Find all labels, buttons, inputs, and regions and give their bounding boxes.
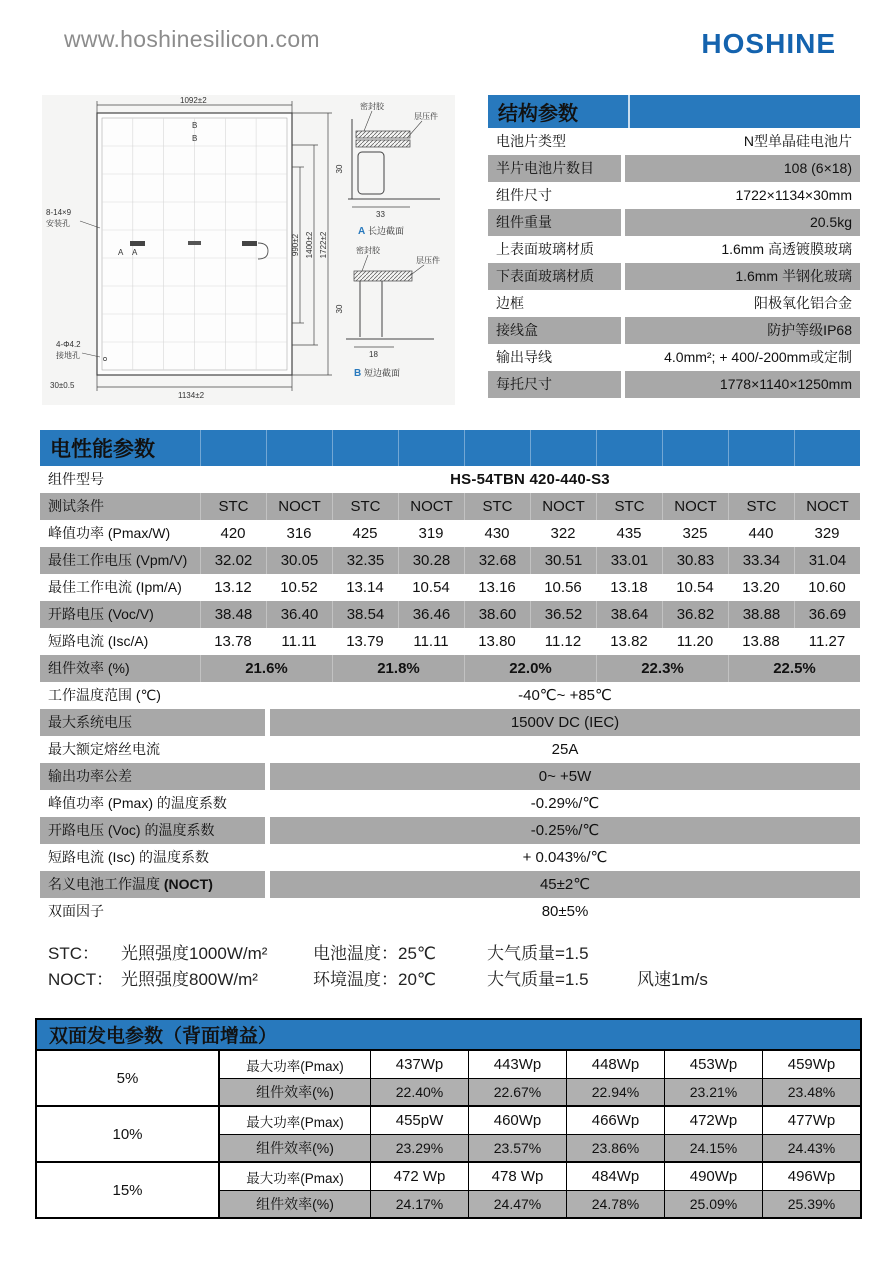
value-cell: 22.3% xyxy=(596,655,728,682)
table-row xyxy=(40,736,860,763)
row-value: 80±5% xyxy=(541,903,589,920)
note-irradiance: 光照强度1000W/m² xyxy=(121,944,268,963)
row-label: 接线盒 xyxy=(488,317,621,344)
table-row xyxy=(40,574,860,601)
table-row xyxy=(220,1190,860,1217)
value-cell: 38.54 xyxy=(332,601,398,628)
module-model-value: HS-54TBN 420-440-S3 xyxy=(450,471,610,488)
value-cell: 23.57% xyxy=(468,1135,566,1161)
row-label: 短路电流 (Isc) 的温度系数 xyxy=(48,849,209,865)
table-row xyxy=(40,844,860,871)
dim-width-label: 1134±2 xyxy=(178,391,205,400)
value-cell: 440 xyxy=(748,525,774,542)
value-cells xyxy=(200,547,860,574)
section-mark-a1: A xyxy=(118,248,124,257)
value-cell: 420 xyxy=(220,525,246,542)
table-row xyxy=(488,263,860,290)
value-cell: 325 xyxy=(682,525,708,542)
row-label: 峰值功率 (Pmax) 的温度系数 xyxy=(48,795,227,811)
value-cell: 30.51 xyxy=(530,547,596,574)
value-cell: 472Wp xyxy=(664,1107,762,1134)
value-cell: 430 xyxy=(484,525,510,542)
value-cell: 24.78% xyxy=(566,1191,664,1217)
table-row xyxy=(220,1051,860,1078)
value-cell: 38.88 xyxy=(728,601,794,628)
row-label: 输出导线 xyxy=(496,349,552,365)
table-row xyxy=(40,763,860,790)
value-cell: 466Wp xyxy=(566,1107,664,1134)
condition-cells xyxy=(200,493,860,520)
value-cell: 22.94% xyxy=(566,1079,664,1105)
value-cell: 10.54 xyxy=(412,579,450,596)
table-row xyxy=(40,628,860,655)
row-label: 最大功率(Pmax) xyxy=(246,1170,344,1186)
value-cell: 453Wp xyxy=(664,1051,762,1078)
detail-b-sealant-label: 密封胶 xyxy=(356,246,380,255)
value-cell: 10.54 xyxy=(676,579,714,596)
value-cell: 32.02 xyxy=(200,547,266,574)
value-cell: 425 xyxy=(352,525,378,542)
row-value: -0.29%/℃ xyxy=(530,795,600,812)
row-value: 1500V DC (IEC) xyxy=(270,709,860,736)
structure-parameters-table xyxy=(488,95,860,398)
value-cell: STC xyxy=(332,493,398,520)
row-label: 峰值功率 (Pmax/W) xyxy=(48,525,171,541)
value-cell: STC xyxy=(728,493,794,520)
table-row xyxy=(488,128,860,155)
value-cell: 437Wp xyxy=(370,1051,468,1078)
row-label: 名义电池工作温度 (NOCT) xyxy=(40,871,265,898)
value-cell: 33.01 xyxy=(596,547,662,574)
section-mark-b2: B xyxy=(192,134,198,143)
note-air-mass: 大气质量=1.5 xyxy=(487,944,589,963)
value-cell: 490Wp xyxy=(664,1163,762,1190)
dim-top-label: 1092±2 xyxy=(180,96,207,105)
row-value: 25A xyxy=(551,741,579,758)
row-value: 防护等级IP68 xyxy=(625,317,860,344)
row-label: 短路电流 (Isc/A) xyxy=(48,633,149,649)
electrical-parameters-table xyxy=(40,430,860,925)
value-cell: 25.39% xyxy=(762,1191,860,1217)
detail-b-width-label: 18 xyxy=(369,350,378,359)
row-value: 4.0mm²; + 400/-200mm或定制 xyxy=(664,349,852,365)
hoshine-logo: HOSHINE xyxy=(701,28,836,59)
value-cell: 11.27 xyxy=(808,633,846,650)
dim-v2-label: 1400±2 xyxy=(305,231,314,259)
value-cell: 11.11 xyxy=(413,633,449,650)
value-cell: 10.52 xyxy=(280,579,318,596)
table-row xyxy=(40,655,860,682)
value-cell: 13.88 xyxy=(742,633,780,650)
table-row xyxy=(488,236,860,263)
table-row xyxy=(40,466,860,493)
gain-label: 15% xyxy=(37,1163,220,1217)
value-cell: NOCT xyxy=(266,493,332,520)
value-cell: 13.82 xyxy=(610,633,648,650)
gain-label: 5% xyxy=(37,1051,220,1105)
detail-a xyxy=(335,101,440,237)
value-cell: 23.86% xyxy=(566,1135,664,1161)
value-cell: 24.43% xyxy=(762,1135,860,1161)
table-row xyxy=(488,182,860,209)
value-cell: STC xyxy=(596,493,662,520)
detail-a-caption-letter: A xyxy=(358,226,366,237)
row-value: 1.6mm 高透镀膜玻璃 xyxy=(721,241,852,257)
value-cell: 484Wp xyxy=(566,1163,664,1190)
value-cells xyxy=(370,1191,860,1217)
row-value: 阳极氧化铝合金 xyxy=(754,295,852,311)
detail-b-caption: 短边截面 xyxy=(364,368,401,378)
value-cell: 38.48 xyxy=(200,601,266,628)
row-label: 最大功率(Pmax) xyxy=(246,1114,344,1130)
row-label: 开路电压 (Voc) 的温度系数 xyxy=(40,817,265,844)
detail-a-laminate-label: 层压件 xyxy=(414,112,438,121)
row-value: 0~ +5W xyxy=(270,763,860,790)
value-cell: 478 Wp xyxy=(468,1163,566,1190)
value-cell: 24.47% xyxy=(468,1191,566,1217)
value-cell: 22.67% xyxy=(468,1079,566,1105)
value-cell: 38.60 xyxy=(464,601,530,628)
value-cell: NOCT xyxy=(794,493,860,520)
value-cell: 443Wp xyxy=(468,1051,566,1078)
row-label: 组件效率 (%) xyxy=(48,660,130,676)
value-cells xyxy=(370,1135,860,1161)
value-cell: 24.15% xyxy=(664,1135,762,1161)
table-row xyxy=(220,1163,860,1190)
value-cell: 460Wp xyxy=(468,1107,566,1134)
row-label: 半片电池片数目 xyxy=(488,155,621,182)
value-cell: 25.09% xyxy=(664,1191,762,1217)
value-cell: NOCT xyxy=(530,493,596,520)
value-cell: 24.17% xyxy=(370,1191,468,1217)
electrical-section-title: 电性能参数 xyxy=(50,438,155,461)
detail-a-height-label: 30 xyxy=(335,164,344,174)
structure-section-title: 结构参数 xyxy=(498,103,578,125)
row-label: 最大系统电压 xyxy=(40,709,265,736)
mounting-holes-label-1: 8-14×9 xyxy=(46,208,72,217)
structure-section-header xyxy=(488,95,860,128)
row-label: 上表面玻璃材质 xyxy=(496,241,594,257)
row-label: 组件效率(%) xyxy=(256,1196,334,1212)
value-cell: 455pW xyxy=(370,1107,468,1134)
row-value: 1.6mm 半钢化玻璃 xyxy=(625,263,860,290)
value-cell: 472 Wp xyxy=(370,1163,468,1190)
table-row xyxy=(488,344,860,371)
dim-v1-label: 990±2 xyxy=(291,233,300,257)
note-air-mass: 大气质量=1.5 xyxy=(487,970,589,989)
header-divider xyxy=(628,95,630,128)
value-cell: 36.69 xyxy=(794,601,860,628)
row-label: 边框 xyxy=(496,295,524,311)
bifacial-group-15 xyxy=(37,1161,860,1217)
bottom-dimension-line xyxy=(97,375,292,391)
value-cell: NOCT xyxy=(398,493,464,520)
detail-b-laminate-label: 层压件 xyxy=(416,256,440,265)
value-cell: 30.28 xyxy=(398,547,464,574)
detail-a-sealant-label: 密封胶 xyxy=(360,102,384,111)
row-value: 45±2℃ xyxy=(270,871,860,898)
value-cell: NOCT xyxy=(662,493,728,520)
bifacial-section-header xyxy=(37,1020,860,1051)
value-cells xyxy=(200,520,860,547)
row-label: 工作温度范围 (℃) xyxy=(48,687,161,703)
mounting-holes-label-2: 安装孔 xyxy=(46,219,70,228)
value-cell: 36.46 xyxy=(398,601,464,628)
value-cell: 329 xyxy=(814,525,840,542)
table-row xyxy=(220,1134,860,1161)
row-value: -0.25%/℃ xyxy=(270,817,860,844)
value-cell: STC xyxy=(464,493,530,520)
row-value: -40℃~ +85℃ xyxy=(518,687,612,704)
value-cell: 10.60 xyxy=(808,579,846,596)
note-wind: 风速1m/s xyxy=(637,970,708,989)
row-label: 组件尺寸 xyxy=(496,187,552,203)
value-cell: 316 xyxy=(286,525,312,542)
table-row xyxy=(40,871,860,898)
note-name: NOCT： xyxy=(48,970,114,989)
value-cell: 36.52 xyxy=(530,601,596,628)
value-cell: 23.21% xyxy=(664,1079,762,1105)
row-value: + 0.043%/℃ xyxy=(522,849,608,866)
row-value: 1722×1134×30mm xyxy=(735,187,852,203)
row-label: 组件重量 xyxy=(488,209,621,236)
value-cell: 38.64 xyxy=(596,601,662,628)
row-label: 组件型号 xyxy=(48,471,104,487)
value-cell: 459Wp xyxy=(762,1051,860,1078)
table-row xyxy=(488,317,860,344)
table-row xyxy=(220,1107,860,1134)
noct-note-line xyxy=(48,967,708,993)
value-cell: 435 xyxy=(616,525,642,542)
value-cell: STC xyxy=(200,493,266,520)
detail-a-caption: 长边截面 xyxy=(368,226,405,236)
value-cell: 322 xyxy=(550,525,576,542)
value-cell: 11.11 xyxy=(281,633,317,650)
dim-frame-label: 30±0.5 xyxy=(50,381,75,390)
value-cells xyxy=(370,1051,860,1078)
value-cells xyxy=(370,1107,860,1134)
value-cell: 13.78 xyxy=(214,633,252,650)
table-row xyxy=(40,493,860,520)
bifacial-gain-table xyxy=(35,1018,862,1219)
bifacial-section-title: 双面发电参数（背面增益） xyxy=(49,1026,278,1047)
row-label: 最佳工作电压 (Vpm/V) xyxy=(48,552,188,568)
value-cell: 13.12 xyxy=(214,579,252,596)
value-cell: 13.79 xyxy=(346,633,384,650)
value-cells xyxy=(200,601,860,628)
value-cell: 13.20 xyxy=(742,579,780,596)
value-cells xyxy=(200,628,860,655)
site-url: www.hoshinesilicon.com xyxy=(64,26,320,52)
value-cell: 31.04 xyxy=(794,547,860,574)
row-label: 输出功率公差 xyxy=(40,763,265,790)
row-label: 下表面玻璃材质 xyxy=(488,263,621,290)
value-cell: 13.80 xyxy=(478,633,516,650)
value-cell: 23.29% xyxy=(370,1135,468,1161)
row-label: 双面因子 xyxy=(48,903,104,919)
table-row xyxy=(40,790,860,817)
table-row xyxy=(40,601,860,628)
row-label: 测试条件 xyxy=(48,498,104,514)
detail-b xyxy=(335,245,440,379)
table-row xyxy=(40,520,860,547)
grounding-label-1: 4-Φ4.2 xyxy=(56,340,81,349)
table-row xyxy=(40,898,860,925)
gain-label: 10% xyxy=(37,1107,220,1161)
value-cell: 22.5% xyxy=(728,655,860,682)
value-cell: 30.83 xyxy=(662,547,728,574)
module-technical-drawing xyxy=(42,95,455,405)
row-value: 1778×1140×1250mm xyxy=(625,371,860,398)
value-cell: 30.05 xyxy=(266,547,332,574)
electrical-section-header xyxy=(40,430,860,466)
bifacial-group-10 xyxy=(37,1105,860,1161)
value-cell: 36.82 xyxy=(662,601,728,628)
row-value: 20.5kg xyxy=(625,209,860,236)
detail-b-caption-letter: B xyxy=(354,368,362,379)
detail-b-height-label: 30 xyxy=(335,304,344,314)
table-row xyxy=(40,682,860,709)
value-cell: 22.40% xyxy=(370,1079,468,1105)
value-cell: 32.68 xyxy=(464,547,530,574)
value-cell: 477Wp xyxy=(762,1107,860,1134)
table-row xyxy=(40,817,860,844)
detail-a-width-label: 33 xyxy=(376,210,385,219)
table-row xyxy=(220,1078,860,1105)
row-label: 最大额定熔丝电流 xyxy=(48,741,160,757)
row-label: 组件效率(%) xyxy=(256,1140,334,1156)
row-label: 电池片类型 xyxy=(496,133,566,149)
grounding-label-2: 接地孔 xyxy=(56,351,80,360)
row-label: 开路电压 (Voc/V) xyxy=(48,606,154,622)
value-cell: 22.0% xyxy=(464,655,596,682)
value-cells xyxy=(370,1079,860,1105)
row-label: 每托尺寸 xyxy=(488,371,621,398)
value-cells xyxy=(200,574,860,601)
value-cell: 319 xyxy=(418,525,444,542)
table-row xyxy=(488,290,860,317)
table-row xyxy=(488,371,860,398)
row-label: 最大功率(Pmax) xyxy=(246,1058,344,1074)
section-mark-a2: A xyxy=(132,248,138,257)
value-cell: 33.34 xyxy=(728,547,794,574)
value-cell: 21.6% xyxy=(200,655,332,682)
test-condition-notes xyxy=(48,941,708,993)
header-column-dividers xyxy=(200,430,860,466)
value-cell: 13.18 xyxy=(610,579,648,596)
stc-note-line xyxy=(48,941,708,967)
note-temperature: 环境温度：20℃ xyxy=(313,970,437,989)
note-name: STC： xyxy=(48,944,99,963)
value-cell: 21.8% xyxy=(332,655,464,682)
table-row xyxy=(40,709,860,736)
value-cell: 23.48% xyxy=(762,1079,860,1105)
row-label: 组件效率(%) xyxy=(256,1084,334,1100)
value-cell: 36.40 xyxy=(266,601,332,628)
note-temperature: 电池温度：25℃ xyxy=(313,944,437,963)
value-cell: 32.35 xyxy=(332,547,398,574)
dim-v3-label: 1722±2 xyxy=(319,231,328,259)
efficiency-cells xyxy=(200,655,860,682)
value-cell: 11.20 xyxy=(676,633,714,650)
value-cells xyxy=(370,1163,860,1190)
row-value: 108 (6×18) xyxy=(625,155,860,182)
row-value: N型单晶硅电池片 xyxy=(743,133,852,149)
table-row xyxy=(488,209,860,236)
row-label: 最佳工作电流 (Ipm/A) xyxy=(48,579,182,595)
value-cell: 496Wp xyxy=(762,1163,860,1190)
value-cell: 11.12 xyxy=(544,633,582,650)
technical-drawing-svg xyxy=(42,95,455,405)
bifacial-group-5 xyxy=(37,1051,860,1105)
value-cell: 448Wp xyxy=(566,1051,664,1078)
value-cell: 13.14 xyxy=(346,579,384,596)
value-cell: 13.16 xyxy=(478,579,516,596)
table-row xyxy=(40,547,860,574)
section-mark-b1: B xyxy=(192,121,198,130)
value-cell: 10.56 xyxy=(544,579,582,596)
table-row xyxy=(488,155,860,182)
note-irradiance: 光照强度800W/m² xyxy=(121,970,258,989)
